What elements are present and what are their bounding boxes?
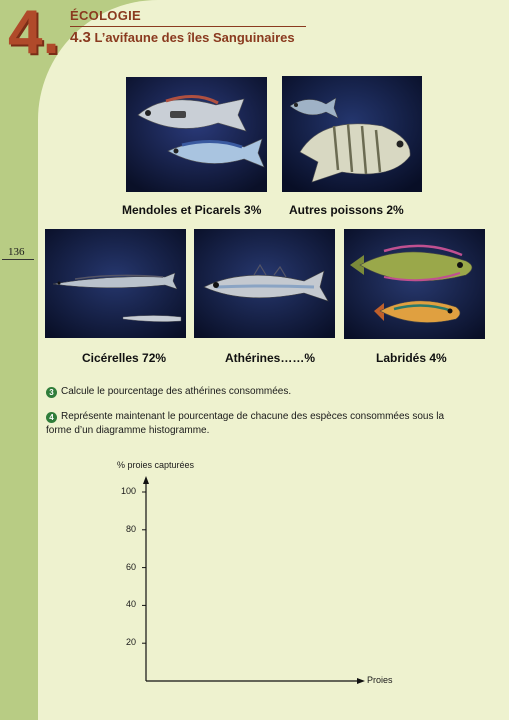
fish-illustration — [126, 77, 267, 192]
y-tick-label: 80 — [125, 523, 136, 534]
question-number-badge: 3 — [46, 387, 57, 398]
photo-autres-poissons — [282, 76, 422, 192]
caption-cicerelles: Cicérelles 72% — [82, 351, 167, 365]
section-title-text: L’avifaune des îles Sanguinaires — [94, 30, 295, 45]
question-text: Calcule le pourcentage des athérines consommées. — [61, 386, 292, 397]
question-text: Représente maintenant le pourcentage de chacune des espèces consommées sous la forme d’un diagramme histogramme. — [46, 411, 445, 436]
page-number-rule — [2, 259, 34, 260]
question-4 — [46, 410, 471, 438]
section-title — [70, 29, 306, 46]
fish-illustration — [344, 229, 485, 339]
photo-atherines — [194, 229, 335, 338]
y-tick-label: 40 — [125, 599, 136, 610]
y-tick-label: 60 — [125, 561, 136, 572]
caption-autres-poissons: Autres poissons 2% — [289, 203, 404, 217]
photo-cicerelles — [45, 229, 186, 338]
page-number: 136 — [8, 246, 25, 258]
fish-illustration — [45, 229, 186, 338]
chapter-number: 4. — [8, 0, 60, 67]
question-3 — [46, 385, 471, 399]
caption-atherines: Athérines……% — [225, 351, 316, 365]
caption-labrides: Labridés 4% — [376, 351, 447, 365]
photo-mendoles-picarels — [126, 77, 267, 192]
section-number: 4.3 — [70, 29, 91, 46]
y-tick-label: 100 — [120, 486, 136, 496]
chapter-rule — [70, 26, 306, 27]
fish-illustration — [282, 76, 422, 192]
y-axis-title: % proies capturées — [117, 460, 195, 470]
question-number-badge: 4 — [46, 412, 57, 423]
x-axis-title: Proies — [367, 675, 393, 685]
fish-illustration — [194, 229, 335, 338]
chapter-label: ÉCOLOGIE — [70, 8, 142, 23]
caption-mendoles-picarels: Mendoles et Picarels 3% — [122, 203, 262, 217]
y-tick-label: 20 — [125, 637, 136, 648]
photo-labrides — [344, 229, 485, 339]
chapter-header — [70, 8, 306, 46]
